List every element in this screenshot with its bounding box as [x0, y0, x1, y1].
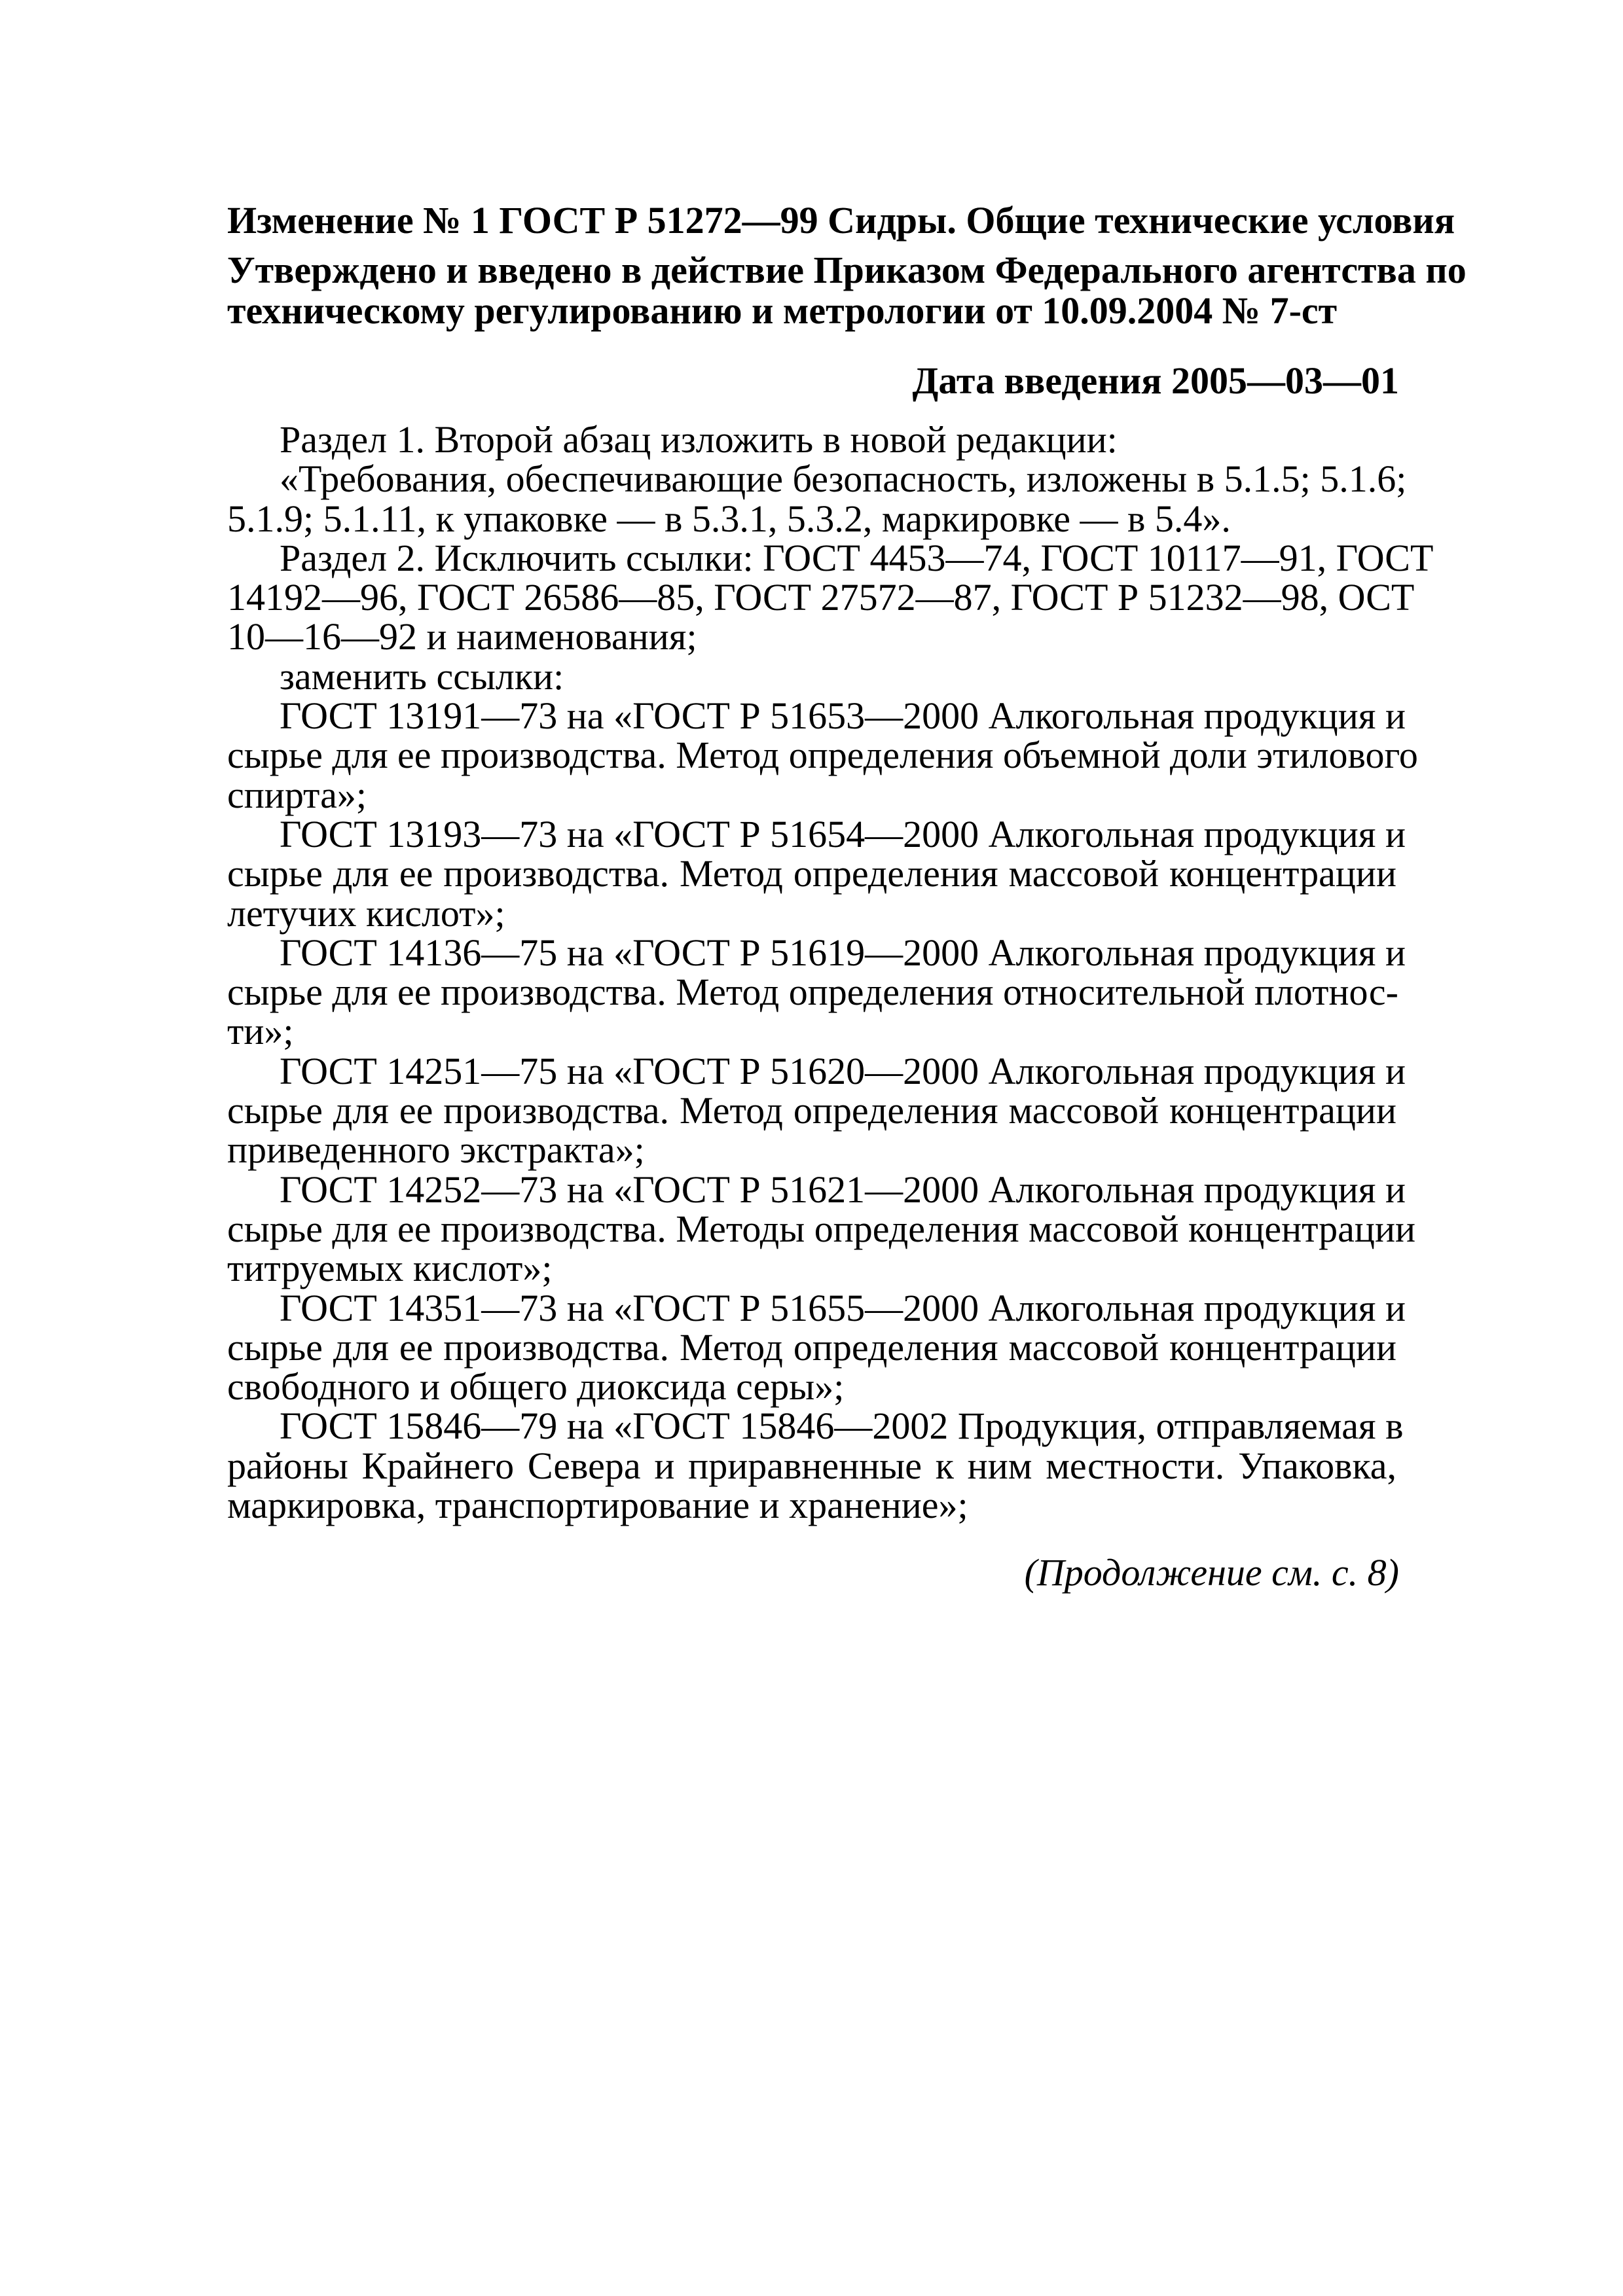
- effective-date: Дата введения 2005—03—01: [912, 359, 1399, 402]
- text-line: сырье для ее производства. Метод определения массовой концентрации: [227, 1089, 1396, 1132]
- text-line: маркировка, транспортирование и хранение»;: [227, 1484, 968, 1527]
- text-line: 10—16—92 и наименования;: [227, 615, 697, 658]
- text-line: ГОСТ 15846—79 на «ГОСТ 15846—2002 Продукция, отправляемая в: [280, 1405, 1404, 1448]
- text-line: ти»;: [227, 1010, 294, 1053]
- paragraph: [227, 1405, 1404, 1527]
- approval-line: техническому регулированию и метрологии от 10.09.2004 № 7-ст: [227, 289, 1338, 332]
- text-line: свободного и общего диоксида серы»;: [227, 1365, 845, 1408]
- text-line: ГОСТ 13193—73 на «ГОСТ Р 51654—2000 Алкогольная продукция и: [280, 812, 1406, 855]
- text-line: 14192—96, ГОСТ 26586—85, ГОСТ 27572—87, ГОСТ Р 51232—98, ОСТ: [227, 576, 1415, 619]
- text-line: ГОСТ 14252—73 на «ГОСТ Р 51621—2000 Алкогольная продукция и: [280, 1168, 1406, 1211]
- paragraph: [227, 812, 1406, 935]
- paragraph: [227, 931, 1406, 1053]
- text-line: титруемых кислот»;: [227, 1247, 553, 1290]
- paragraph: [227, 420, 1396, 459]
- text-line: сырье для ее производства. Метод определения массовой концентрации: [227, 852, 1396, 895]
- text-line: ГОСТ 14136—75 на «ГОСТ Р 51619—2000 Алкогольная продукция и: [280, 931, 1406, 974]
- text-line: районы Крайнего Севера и приравненные к ним местности. Упаковка,: [227, 1444, 1396, 1487]
- text-line: сырье для ее производства. Метод определения массовой концентрации: [227, 1325, 1396, 1369]
- paragraph: [227, 1286, 1406, 1408]
- text-line: сырье для ее производства. Метод определения объемной доли этилового: [227, 734, 1418, 777]
- text-line: заменить ссылки:: [280, 655, 564, 698]
- paragraph: [227, 457, 1407, 540]
- paragraph: [227, 536, 1434, 658]
- text-line: ГОСТ 14251—75 на «ГОСТ Р 51620—2000 Алкогольная продукция и: [280, 1049, 1406, 1092]
- text-line: спирта»;: [227, 773, 367, 816]
- text-line: «Требования, обеспечивающие безопасность, изложены в 5.1.5; 5.1.6;: [280, 457, 1407, 501]
- amendment-title: Изменение № 1 ГОСТ Р 51272—99 Сидры. Общие технические условия: [227, 199, 1455, 242]
- text-line: летучих кислот»;: [227, 891, 505, 935]
- paragraph: [227, 694, 1418, 816]
- amendment-body: [227, 418, 1434, 1527]
- text-line: сырье для ее производства. Метод определения относительной плотнос-: [227, 971, 1398, 1014]
- text-line: Раздел 1. Второй абзац изложить в новой редакции:: [280, 418, 1118, 461]
- text-line: приведенного экстракта»;: [227, 1128, 645, 1172]
- approval-line: Утверждено и введено в действие Приказом Федерального агентства по: [227, 249, 1467, 291]
- paragraph: [227, 1168, 1416, 1290]
- text-line: ГОСТ 14351—73 на «ГОСТ Р 51655—2000 Алкогольная продукция и: [280, 1286, 1406, 1329]
- paragraph: [227, 1049, 1406, 1172]
- text-line: ГОСТ 13191—73 на «ГОСТ Р 51653—2000 Алкогольная продукция и: [280, 694, 1406, 738]
- paragraph: [227, 657, 1396, 696]
- text-line: Раздел 2. Исключить ссылки: ГОСТ 4453—74, ГОСТ 10117—91, ГОСТ: [280, 536, 1434, 579]
- text-line: 5.1.9; 5.1.11, к упаковке — в 5.3.1, 5.3.2, маркировке — в 5.4».: [227, 497, 1231, 540]
- continuation-note: (Продолжение см. с. 8): [1024, 1551, 1399, 1594]
- text-line: сырье для ее производства. Методы определения массовой концентрации: [227, 1207, 1416, 1250]
